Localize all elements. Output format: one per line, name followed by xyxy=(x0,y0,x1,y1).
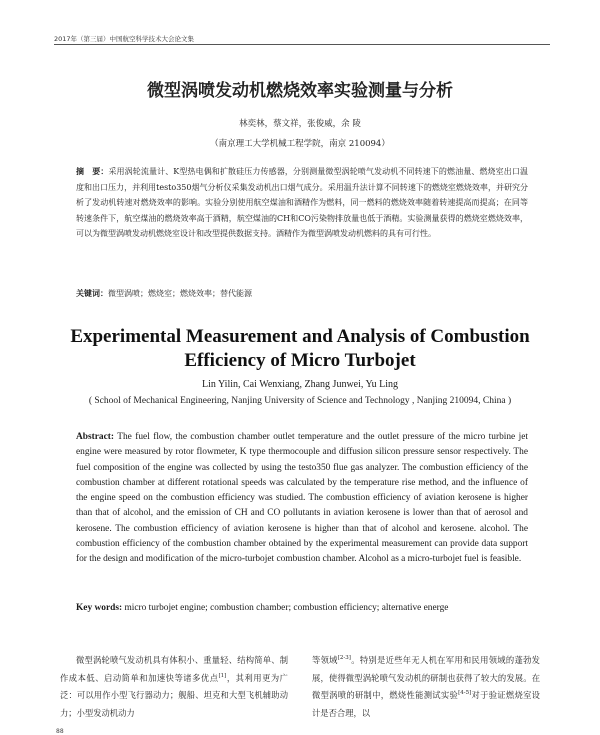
chinese-keywords-label: 关键词： xyxy=(76,288,108,298)
chinese-keywords xyxy=(76,288,528,299)
english-keywords-text: micro turbojet engine; combustion chamber; combustion efficiency; alternative energe xyxy=(124,603,449,613)
chinese-abstract-text: 采用涡轮流量计、K型热电偶和扩散硅压力传感器，分别测量微型涡轮喷气发动机不同转速下的燃油量、燃烧室出口温度和出口压力，并利用testo350烟气分析仪采集发动机出口烟气成分。采用温升法计算不同转速下的燃烧室燃烧效率，并研究分析了发动机转速对燃烧效率的影响。实验分别使用航空煤油和酒精作为燃料，同一燃料的燃烧效率随着转速提高而提高；在同等转速条件下，航空煤油的燃烧效率高于酒精，航空煤油的CH和CO污染物排放量也低于酒精。实验测量获得的燃烧室燃烧效率，可以为微型涡喷发动机燃烧室设计和改型提供数据支持。酒精作为微型涡喷发动机燃料的具有可行性。 xyxy=(76,167,528,239)
citation-ref: [2-3] xyxy=(337,655,351,662)
body-column-right xyxy=(312,652,540,722)
citation-ref: [4-5] xyxy=(458,690,472,697)
english-affiliation: ( School of Mechanical Engineering, Nanjing University of Science and Technology , Nanjing 210094, China ) xyxy=(88,396,512,406)
body-column-left xyxy=(60,652,288,722)
running-head: 2017年（第三届）中国航空科学技术大会论文集 xyxy=(54,35,195,43)
body-right-text-3: 对于验证燃烧室设计是否合理，以 xyxy=(312,690,540,718)
body-left-text-1: 微型涡轮喷气发动机具有体积小、重量轻、结构简单、制作成本低、启动简单和加速快等诸多优点 xyxy=(60,655,288,683)
chinese-abstract xyxy=(76,164,528,242)
chinese-abstract-label: 摘 要： xyxy=(76,166,109,176)
english-abstract-label: Abstract: xyxy=(76,432,115,442)
chinese-authors: 林奕林，蔡文祥，张俊威，余 陵 xyxy=(239,119,361,129)
body-left-text-2: ，其利用更为广泛：可以用作小型飞行器动力；舰船、坦克和大型飞机辅助动力；小型发动机动力 xyxy=(60,672,288,718)
english-title: Experimental Measurement and Analysis of Combustion Efficiency of Micro Turbojet xyxy=(70,326,530,371)
body-right-text-1: 等领域 xyxy=(312,655,338,665)
english-abstract xyxy=(76,430,528,568)
english-keywords-label: Key words: xyxy=(76,603,123,613)
chinese-keywords-text: 微型涡喷；燃烧室；燃烧效率；替代能源 xyxy=(108,289,252,298)
body-right-text-2: 。特别是近些年无人机在军用和民用领域的蓬勃发展，使得微型涡轮喷气发动机的研制也获得了较大的发展。在微型涡喷的研制中，燃烧性能测试实验 xyxy=(312,655,540,700)
page-number: 88 xyxy=(56,728,64,735)
english-abstract-text: The fuel flow, the combustion chamber outlet temperature and the outlet pressure of the micro turbine jet engine were measured by rotor flowmeter, K type thermocouple and diffusion silicon pressure sensor respectively. The fuel composition of the engine was collected by using the testo350 flue gas analyzer. The combustion efficiency of the combustion chamber at different rotational speeds was calculated by the temperature rise method, and the influence of the engine speed on the combustion efficiency was studied. The combustion efficiency of aviation kerosene is higher than that of alcohol, and the emission of CH and CO pollutants in aviation kerosene is lower than that of aerosol and kerosene. The combustion efficiency of aviation kerosene is higher than that of alcohol and kerosene. alcohol. The combustion efficiency of the combustion chamber obtained by the experimental measurement can provide data support for the design and modification of the micro-turbojet combustion chamber. Alcohol as a micro-turbojet fuel is feasible. xyxy=(76,432,528,565)
header-divider xyxy=(54,44,550,45)
english-authors: Lin Yilin, Cai Wenxiang, Zhang Junwei, Yu Ling xyxy=(201,379,399,390)
chinese-affiliation: （南京理工大学机械工程学院，南京 210094） xyxy=(210,139,390,149)
english-keywords xyxy=(76,603,528,613)
citation-ref: [1] xyxy=(218,672,227,679)
chinese-title: 微型涡喷发动机燃烧效率实验测量与分析 xyxy=(147,81,453,101)
